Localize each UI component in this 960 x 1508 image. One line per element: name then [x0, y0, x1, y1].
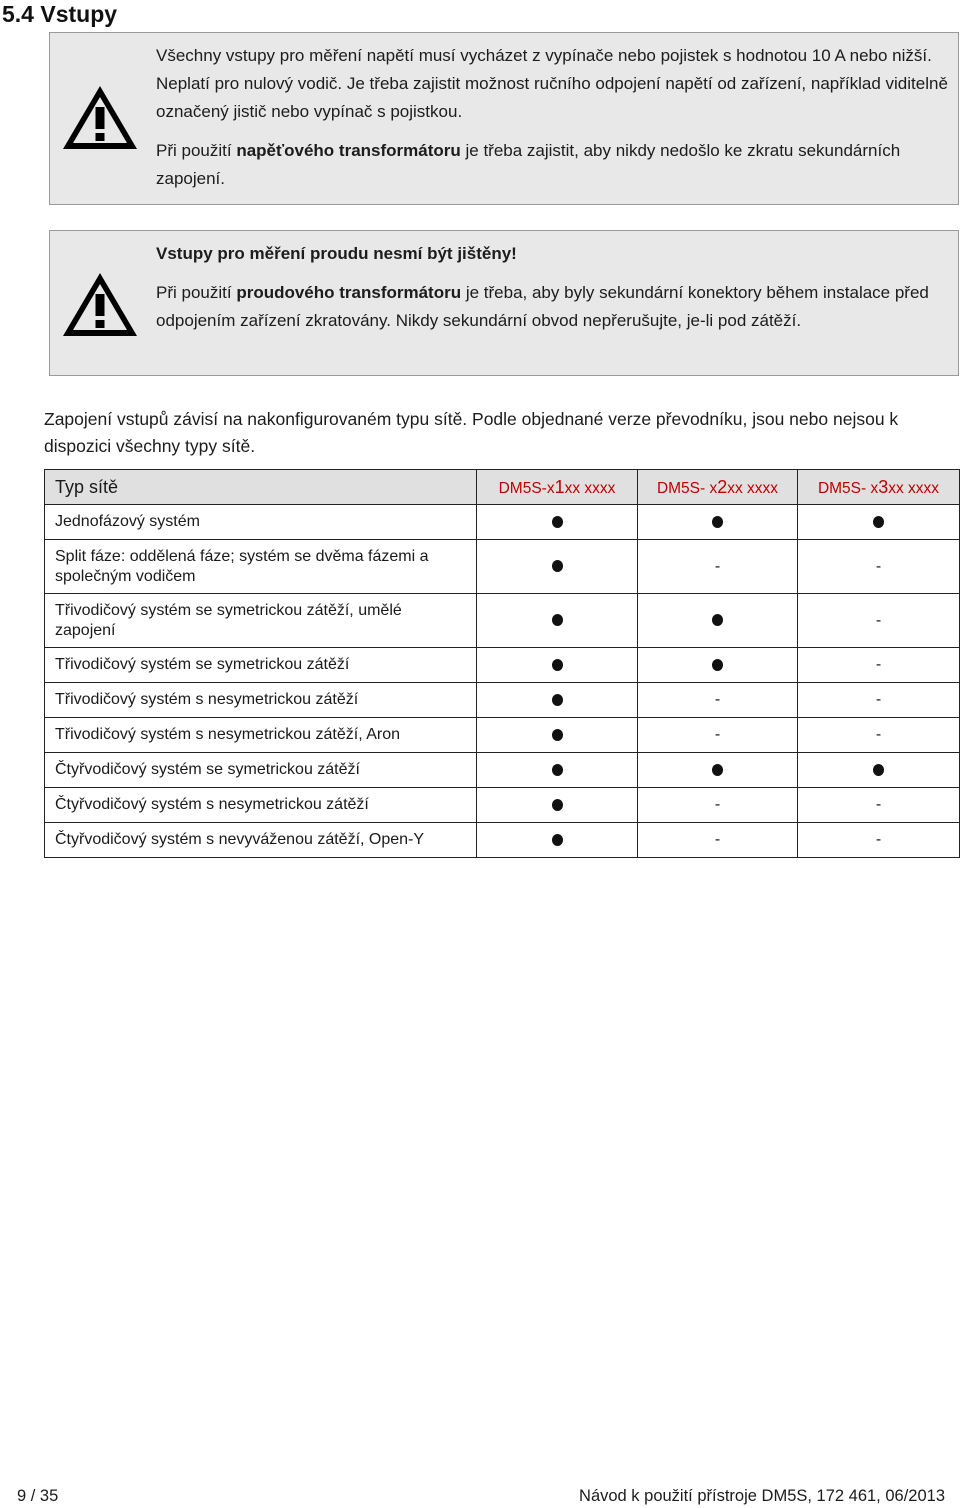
- availability-dash: [638, 540, 798, 594]
- availability-dash: [798, 823, 960, 858]
- not-available-dash: -: [875, 726, 882, 743]
- table-row: [45, 540, 960, 594]
- availability-dash: [798, 540, 960, 594]
- available-dot-icon: [712, 764, 723, 776]
- available-dot-icon: [552, 516, 563, 528]
- not-available-dash: -: [875, 691, 882, 708]
- availability-dash: [798, 683, 960, 718]
- not-available-dash: -: [714, 796, 721, 813]
- header-network-type: Typ sítě: [45, 470, 477, 505]
- page-number: 9 / 35: [17, 1487, 59, 1505]
- document-title: Návod k použití přístroje DM5S, 172 461, 06/2013: [579, 1487, 945, 1505]
- available-dot-icon: [712, 614, 723, 626]
- available-dot-icon: [552, 764, 563, 776]
- header-version-3: DM5S- x3xx xxxx: [798, 470, 960, 505]
- availability-dot: [638, 505, 798, 540]
- availability-dot: [638, 753, 798, 788]
- table-row: [45, 718, 960, 753]
- not-available-dash: -: [714, 691, 721, 708]
- available-dot-icon: [873, 516, 884, 528]
- available-dot-icon: [552, 614, 563, 626]
- availability-dash: [798, 718, 960, 753]
- header-version-2: DM5S- x2xx xxxx: [638, 470, 798, 505]
- not-available-dash: -: [875, 831, 882, 848]
- availability-dot: [638, 648, 798, 683]
- available-dot-icon: [552, 560, 563, 572]
- table-header-row: [45, 470, 960, 505]
- availability-dash: [638, 683, 798, 718]
- availability-dash: [638, 718, 798, 753]
- availability-dot: [477, 540, 638, 594]
- not-available-dash: -: [875, 656, 882, 673]
- availability-dot: [477, 648, 638, 683]
- availability-dash: [638, 823, 798, 858]
- availability-dot: [477, 788, 638, 823]
- network-type-label: Třivodičový systém s nesymetrickou zátěží: [45, 683, 477, 718]
- available-dot-icon: [873, 764, 884, 776]
- available-dot-icon: [552, 659, 563, 671]
- network-type-label: Třivodičový systém se symetrickou zátěží, umělé zapojení: [45, 594, 477, 648]
- network-type-label: Split fáze: oddělená fáze; systém se dvěma fázemi a společným vodičem: [45, 540, 477, 594]
- network-type-table: [44, 469, 960, 858]
- network-type-label: Třivodičový systém se symetrickou zátěží: [45, 648, 477, 683]
- section-heading: 5.4 Vstupy: [2, 1, 118, 27]
- availability-dash: [798, 788, 960, 823]
- warning-current-title: Vstupy pro měření proudu nesmí být jištěny!: [156, 244, 517, 263]
- not-available-dash: -: [875, 611, 882, 629]
- table-row: [45, 823, 960, 858]
- intro-paragraph: Zapojení vstupů závisí na nakonfigurovaném typu sítě. Podle objednané verze převodníku, jsou nebo nejsou k dispozici všechny typy sítě.: [44, 409, 899, 456]
- availability-dot: [638, 594, 798, 648]
- warning-box-voltage: [49, 32, 959, 205]
- warning-voltage-transformer-paragraph: Při použití napěťového transformátoru je třeba zajistit, aby nikdy nedošlo ke zkratu sekundárních zapojení.: [156, 141, 901, 188]
- table-row: [45, 505, 960, 540]
- availability-dot: [477, 718, 638, 753]
- network-type-label: Jednofázový systém: [45, 505, 477, 540]
- network-type-label: Čtyřvodičový systém s nevyváženou zátěží, Open-Y: [45, 823, 477, 858]
- table-row: [45, 594, 960, 648]
- network-type-label: Třivodičový systém s nesymetrickou zátěží, Aron: [45, 718, 477, 753]
- availability-dash: [638, 788, 798, 823]
- network-type-label: Čtyřvodičový systém se symetrickou zátěží: [45, 753, 477, 788]
- table-row: [45, 753, 960, 788]
- availability-dot: [798, 505, 960, 540]
- available-dot-icon: [552, 729, 563, 741]
- availability-dot: [477, 683, 638, 718]
- available-dot-icon: [552, 834, 563, 846]
- availability-dot: [477, 823, 638, 858]
- available-dot-icon: [712, 516, 723, 528]
- availability-dash: [798, 648, 960, 683]
- not-available-dash: -: [714, 557, 721, 575]
- network-type-label: Čtyřvodičový systém s nesymetrickou zátěží: [45, 788, 477, 823]
- available-dot-icon: [712, 659, 723, 671]
- availability-dot: [477, 505, 638, 540]
- not-available-dash: -: [714, 831, 721, 848]
- not-available-dash: -: [875, 557, 882, 575]
- availability-dot: [477, 594, 638, 648]
- warning-current-paragraph: Při použití proudového transformátoru je třeba, aby byly sekundární konektory během instalace před odpojením zařízení zkratovány. Nikdy sekundární obvod nepřerušujte, je-li pod zátěží.: [156, 283, 929, 330]
- table-row: [45, 683, 960, 718]
- header-version-1: DM5S-x1xx xxxx: [477, 470, 638, 505]
- not-available-dash: -: [875, 796, 882, 813]
- warning-box-current: [49, 230, 959, 376]
- available-dot-icon: [552, 694, 563, 706]
- availability-dot: [798, 753, 960, 788]
- available-dot-icon: [552, 799, 563, 811]
- availability-dot: [477, 753, 638, 788]
- warning-triangle-icon: [60, 269, 140, 339]
- table-row: [45, 648, 960, 683]
- warning-voltage-paragraph: Všechny vstupy pro měření napětí musí vycházet z vypínače nebo pojistek s hodnotou 10 A nebo nižší. Neplatí pro nulový vodič. Je třeba zajistit možnost ručního odpojení napětí od zařízení, například viditelně označený jistič nebo vypínač s pojistkou.: [156, 46, 948, 121]
- warning-triangle-icon: [60, 82, 140, 152]
- availability-dash: [798, 594, 960, 648]
- table-row: [45, 788, 960, 823]
- not-available-dash: -: [714, 726, 721, 743]
